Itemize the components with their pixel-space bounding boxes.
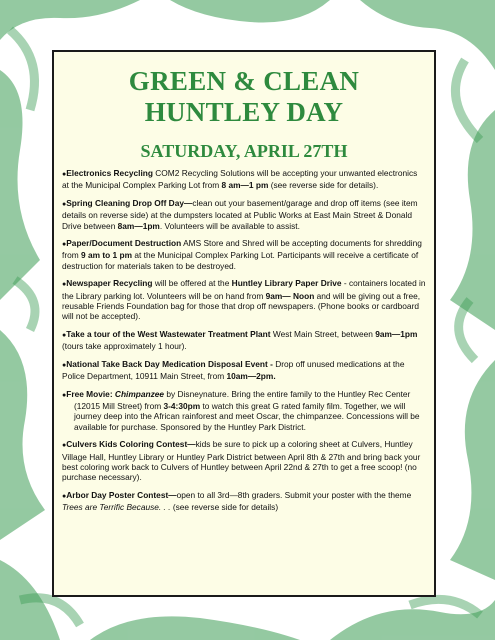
item-heading: Paper/Document Destruction — [66, 238, 182, 249]
item-heading: Free Movie: — [66, 388, 115, 399]
list-item-newspaper-recycling: ●Newspaper Recycling will be offered at the Huntley Library Paper Drive - containers located in the Library parking lot. Volunteers will be on hand from 9am— Noon and will be giving out a free, reusable Friends Foundation bag for those that drop off newspapers. (Phone books or cardboard will not be accepted). — [62, 278, 426, 322]
list-item-electronics-recycling: ●Electronics Recycling COM2 Recycling Solutions will be accepting your unwanted electronics at the Municipal Complex Parking Lot from 8 am—1 pm (see reverse side for details). — [62, 168, 418, 191]
bullet-icon: ● — [62, 391, 67, 399]
bullet-icon: ● — [62, 442, 67, 450]
item-heading: National Take Back Day Medication Disposal Event - — [66, 358, 273, 369]
item-heading: Newspaper Recycling — [66, 278, 153, 289]
bullet-icon: ● — [62, 492, 67, 500]
list-item-coloring-contest: ●Culvers Kids Coloring Contest—kids be sure to pick up a coloring sheet at Culvers, Huntley Village Hall, Huntley Library or Huntley Park District between April 8th & 27th and bring back your best coloring work back to Culvers of Huntley between April 22nd & 27th to get a free scoop! (no purchase necessary). — [62, 439, 421, 483]
flyer-panel — [52, 50, 436, 597]
bullet-icon: ● — [62, 281, 67, 289]
list-item-wastewater-tour: ●Take a tour of the West Wastewater Treatment Plant West Main Street, between 9am—1pm (tours take approximately 1 hour). — [62, 328, 418, 352]
list-item-spring-cleaning: ●Spring Cleaning Drop Off Day—clean out your basement/garage and drop off items (see item details on reverse side) at the dumpsters located at Public Works at East Main Street & Donald Drive between 8am—1pm. Volunteers will be available to assist. — [62, 197, 418, 231]
movie-title: Chimpanzee — [114, 388, 165, 399]
bullet-icon: ● — [62, 171, 67, 178]
bullet-icon: ● — [62, 200, 67, 208]
list-item-medication-disposal: ●National Take Back Day Medication Disposal Event - Drop off unused medications at the Police Department, 10911 Main Street, from 10am—2pm. — [62, 358, 405, 382]
list-item-paper-destruction: ●Paper/Document Destruction AMS Store and Shred will be accepting documents for shredding from 9 am to 1 pm at the Municipal Complex Parking Lot. Participants will receive a certificate of destruction for materials taken to be destroyed. — [62, 238, 422, 271]
title-line-1: GREEN & CLEAN — [128, 66, 360, 96]
bullet-icon: ● — [62, 241, 67, 249]
item-heading: Arbor Day Poster Contest— — [66, 489, 177, 500]
item-heading: Spring Cleaning Drop Off Day— — [66, 197, 193, 208]
item-heading: Electronics Recycling — [66, 168, 153, 178]
event-date: SATURDAY, APRIL 27TH — [140, 141, 348, 161]
bullet-icon: ● — [62, 361, 67, 369]
title-line-2: HUNTLEY DAY — [144, 97, 344, 127]
list-item-free-movie: ●Free Movie: Chimpanzee by Disneynature. Bring the entire family to the Huntley Rec Center (12015 Mill Street) from 3-4:30pm to watch this great G rated family film. Together, we will journey deep into the African rainforest and meet Oscar, the chimpanzee. Concessions will be available for purchase. Sponsored by the Huntley Park District. — [62, 388, 420, 432]
item-heading: Take a tour of the West Wastewater Treatment Plant — [66, 328, 271, 339]
item-heading: Culvers Kids Coloring Contest— — [66, 439, 196, 450]
bullet-icon: ● — [62, 331, 67, 339]
list-item-poster-contest: ●Arbor Day Poster Contest—open to all 3rd—8th graders. Submit your poster with the theme Trees are Terrific Because. . . (see reverse side for details) — [62, 489, 412, 513]
page-title — [62, 66, 426, 128]
